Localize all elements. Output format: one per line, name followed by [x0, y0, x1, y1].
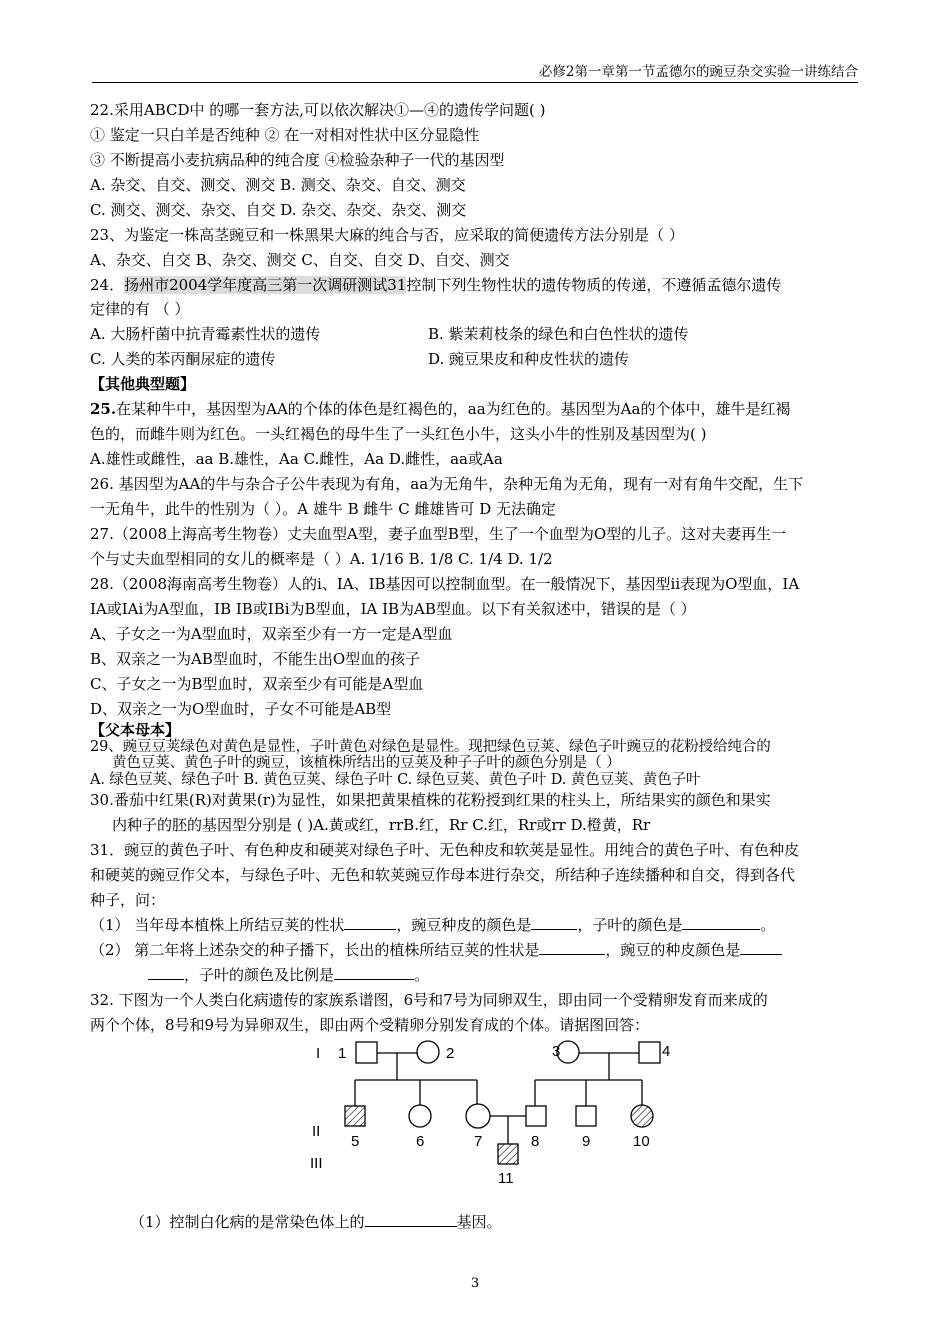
answer-blank[interactable] — [344, 915, 396, 930]
q31-stem-cont: 和硬荚的豌豆作父本，与绿色子叶、无色和软荚豌豆作母本进行杂交，所结种子连续播种和自交，得到各代 — [90, 866, 796, 884]
q28-stem: 28.（2008海南高考生物卷）人的i、IA、IB基因可以控制血型。在一般情况下，基因型ii表现为O型血，IA — [90, 575, 800, 593]
q32-part-1 — [130, 1212, 502, 1232]
individual-6 — [409, 1105, 431, 1127]
q32-stem: 32. 下图为一个人类白化病遗传的家族系谱图，6号和7号为同卵双生，即由同一个受精卵发育而来成的 — [90, 991, 768, 1009]
q23-stem: 23、为鉴定一株高茎豌豆和一株黑果大麻的纯合与否，应采取的简便遗传方法分别是（ ） — [90, 226, 684, 244]
individual-2 — [417, 1041, 439, 1063]
answer-blank[interactable] — [148, 965, 184, 980]
q24-number: 24． — [90, 276, 125, 294]
answer-blank[interactable] — [740, 940, 782, 955]
q22-options-ab: A. 杂交、自交、测交、测交 B. 测交、杂交、自交、测交 — [90, 176, 466, 194]
page-number: 3 — [470, 1276, 480, 1291]
individual-4 — [639, 1042, 660, 1063]
section-heading-parents: 【父本母本】 — [90, 721, 181, 739]
answer-blank[interactable] — [334, 965, 414, 980]
q24-stem — [90, 275, 781, 295]
q31-part-2-cont — [148, 965, 429, 985]
individual-1 — [356, 1042, 377, 1063]
id-label-5: 5 — [351, 1133, 360, 1150]
q26-stem: 26. 基因型为AA的牛与杂合子公牛表现为有角，aa为无角牛，杂种无角为无角，现有一对有角牛交配，生下 — [90, 475, 804, 493]
generation-label-i: I — [316, 1045, 321, 1062]
individual-11-affected — [498, 1144, 518, 1164]
q24-text: 控制下列生物性状的遗传物质的传递，不遵循孟德尔遗传 — [406, 276, 782, 294]
page-header: 必修2第一章第一节孟德尔的豌豆杂交实验一讲练结合 — [92, 60, 858, 83]
q24-option-a: A. 大肠杆菌中抗青霉素性状的遗传 — [90, 325, 321, 343]
q24-source: 扬州市2004学年度高三第一次调研测试31 — [124, 276, 407, 294]
q22-options-cd: C. 测交、测交、杂交、自交 D. 杂交、杂交、杂交、测交 — [90, 201, 467, 219]
section-heading-typical: 【其他典型题】 — [90, 375, 196, 393]
q24-option-b: B. 紫茉莉枝条的绿色和白色性状的遗传 — [428, 325, 689, 343]
q25-number: 25. — [90, 400, 117, 418]
q31-stem: 31．豌豆的黄色子叶、有色种皮和硬荚对绿色子叶、无色种皮和软荚是显性。用纯合的黄色子叶、有色种皮 — [90, 841, 800, 859]
generation-label-ii: II — [312, 1123, 321, 1140]
q30-stem: 30.番茄中红果(R)对黄果(r)为显性，如果把黄果植株的花粉授到红果的柱头上，所结果实的颜色和果实 — [90, 791, 771, 809]
id-label-1: 1 — [338, 1045, 347, 1062]
id-label-8: 8 — [531, 1133, 540, 1150]
q31-part-1-end: 。 — [760, 916, 776, 934]
q24-option-d: D. 豌豆果皮和种皮性状的遗传 — [428, 350, 630, 368]
pedigree-chart — [300, 1030, 700, 1190]
individual-10-affected — [631, 1105, 653, 1127]
answer-blank[interactable] — [365, 1212, 457, 1227]
q32-part-1-text: （1）控制白化病的是常染色体上的 — [130, 1213, 365, 1231]
q28-option-c: C、子女之一为B型血时，双亲至少有可能是A型血 — [90, 675, 424, 693]
q32-part-1-end: 基因。 — [456, 1213, 502, 1231]
answer-blank[interactable] — [539, 940, 605, 955]
q22-stem: 22.采用ABCD中 的哪一套方法,可以依次解决①—④的遗传学问题( ) — [90, 101, 546, 119]
id-label-11: 11 — [498, 1170, 514, 1187]
generation-label-iii: III — [310, 1155, 323, 1172]
q31-part-2-text: （2） 第二年将上述杂交的种子播下，长出的植株所结豆荚的性状是 — [90, 941, 540, 959]
q26-stem-cont: 一无角牛，此牛的性别为（ ）。A 雄牛 B 雌牛 C 雌雄皆可 D 无法确定 — [90, 500, 557, 518]
q28-option-a: A、子女之一为A型血时，双亲至少有一方一定是A型血 — [90, 625, 453, 643]
q25-options: A.雄性或雌性，aa B.雄性，Aa C.雌性，Aa D.雌性，aa或Aa — [90, 450, 503, 468]
q31-part-2-text-c: ，子叶的颜色及比例是 — [184, 966, 335, 984]
id-label-2: 2 — [446, 1045, 455, 1062]
q31-stem-end: 种子，问： — [90, 891, 166, 909]
q30-stem-cont: 内种子的胚的基因型分别是 ( )A.黄或红，rrB.红，Rr C.红，Rr或rr D.橙黄，Rr — [112, 816, 651, 834]
q31-part-2 — [90, 940, 782, 960]
individual-5-affected — [345, 1106, 365, 1126]
id-label-10: 10 — [633, 1133, 650, 1150]
id-label-9: 9 — [582, 1133, 591, 1150]
q28-option-d: D、双亲之一为O型血时，子女不可能是AB型 — [90, 700, 392, 718]
id-label-4: 4 — [662, 1043, 671, 1060]
q27-stem: 27.（2008上海高考生物卷）丈夫血型A型，妻子血型B型，生了一个血型为O型的儿子。这对夫妻再生一 — [90, 525, 787, 543]
q25-stem-cont: 色的，而雌牛则为红色。一头红褐色的母牛生了一头红色小牛，这头小牛的性别及基因型为( ) — [90, 425, 707, 443]
answer-blank[interactable] — [682, 915, 760, 930]
q31-part-1-text-b: ，豌豆种皮的颜色是 — [396, 916, 532, 934]
q28-option-b: B、双亲之一为AB型血时，不能生出O型血的孩子 — [90, 650, 421, 668]
q31-part-2-end: 。 — [414, 966, 430, 984]
q31-part-2-text-b: ，豌豆的种皮颜色是 — [605, 941, 741, 959]
q24-stem-cont: 定律的有 （ ） — [90, 300, 190, 318]
q22-item-3-4: ③ 不断提高小麦抗病品种的纯合度 ④检验杂种子一代的基因型 — [90, 151, 505, 169]
q31-part-1-text-c: ，子叶的颜色是 — [577, 916, 683, 934]
q32-stem-cont: 两个个体，8号和9号为异卵双生，即由两个受精卵分别发育成的个体。请据图回答： — [90, 1016, 650, 1034]
q22-item-1-2: ① 鉴定一只白羊是否纯种 ② 在一对相对性状中区分显隐性 — [90, 126, 480, 144]
id-label-6: 6 — [416, 1133, 425, 1150]
individual-7 — [466, 1104, 490, 1128]
q28-stem-cont: IA或IAi为A型血，IB IB或IBi为B型血，IA IB为AB型血。以下有关叙述中，错误的是（ ） — [90, 600, 696, 618]
q23-options: A、杂交、自交 B、杂交、测交 C、自交、自交 D、自交、测交 — [90, 251, 510, 269]
q29-stem: 29、豌豆豆荚绿色对黄色是显性，子叶黄色对绿色是显性。现把绿色豆荚、绿色子叶豌豆的花粉授给纯合的 — [90, 739, 771, 755]
q29-options: A. 绿色豆荚、绿色子叶 B. 黄色豆荚、绿色子叶 C. 绿色豆荚、黄色子叶 D. 黄色豆荚、黄色子叶 — [90, 772, 701, 788]
individual-9 — [576, 1106, 596, 1126]
individual-8 — [526, 1106, 546, 1126]
q24-option-c: C. 人类的苯丙酮尿症的遗传 — [90, 350, 276, 368]
q31-part-1 — [90, 915, 775, 935]
q31-part-1-text: （1） 当年母本植株上所结豆荚的性状 — [90, 916, 345, 934]
answer-blank[interactable] — [531, 915, 577, 930]
q25-stem — [90, 399, 790, 419]
q25-text: 在某种牛中，基因型为AA的个体的体色是红褐色的，aa为红色的。基因型为Aa的个体中，雄牛是红褐 — [116, 400, 791, 418]
id-label-3: 3 — [552, 1043, 561, 1060]
id-label-7: 7 — [474, 1133, 483, 1150]
q27-stem-cont: 个与丈夫血型相同的女儿的概率是（ ）A. 1/16 B. 1/8 C. 1/4 D. 1/2 — [90, 550, 553, 568]
q29-stem-cont: 黄色豆荚、黄色子叶的豌豆，该植株所结出的豆荚及种子子叶的颜色分别是（ ） — [112, 755, 621, 771]
